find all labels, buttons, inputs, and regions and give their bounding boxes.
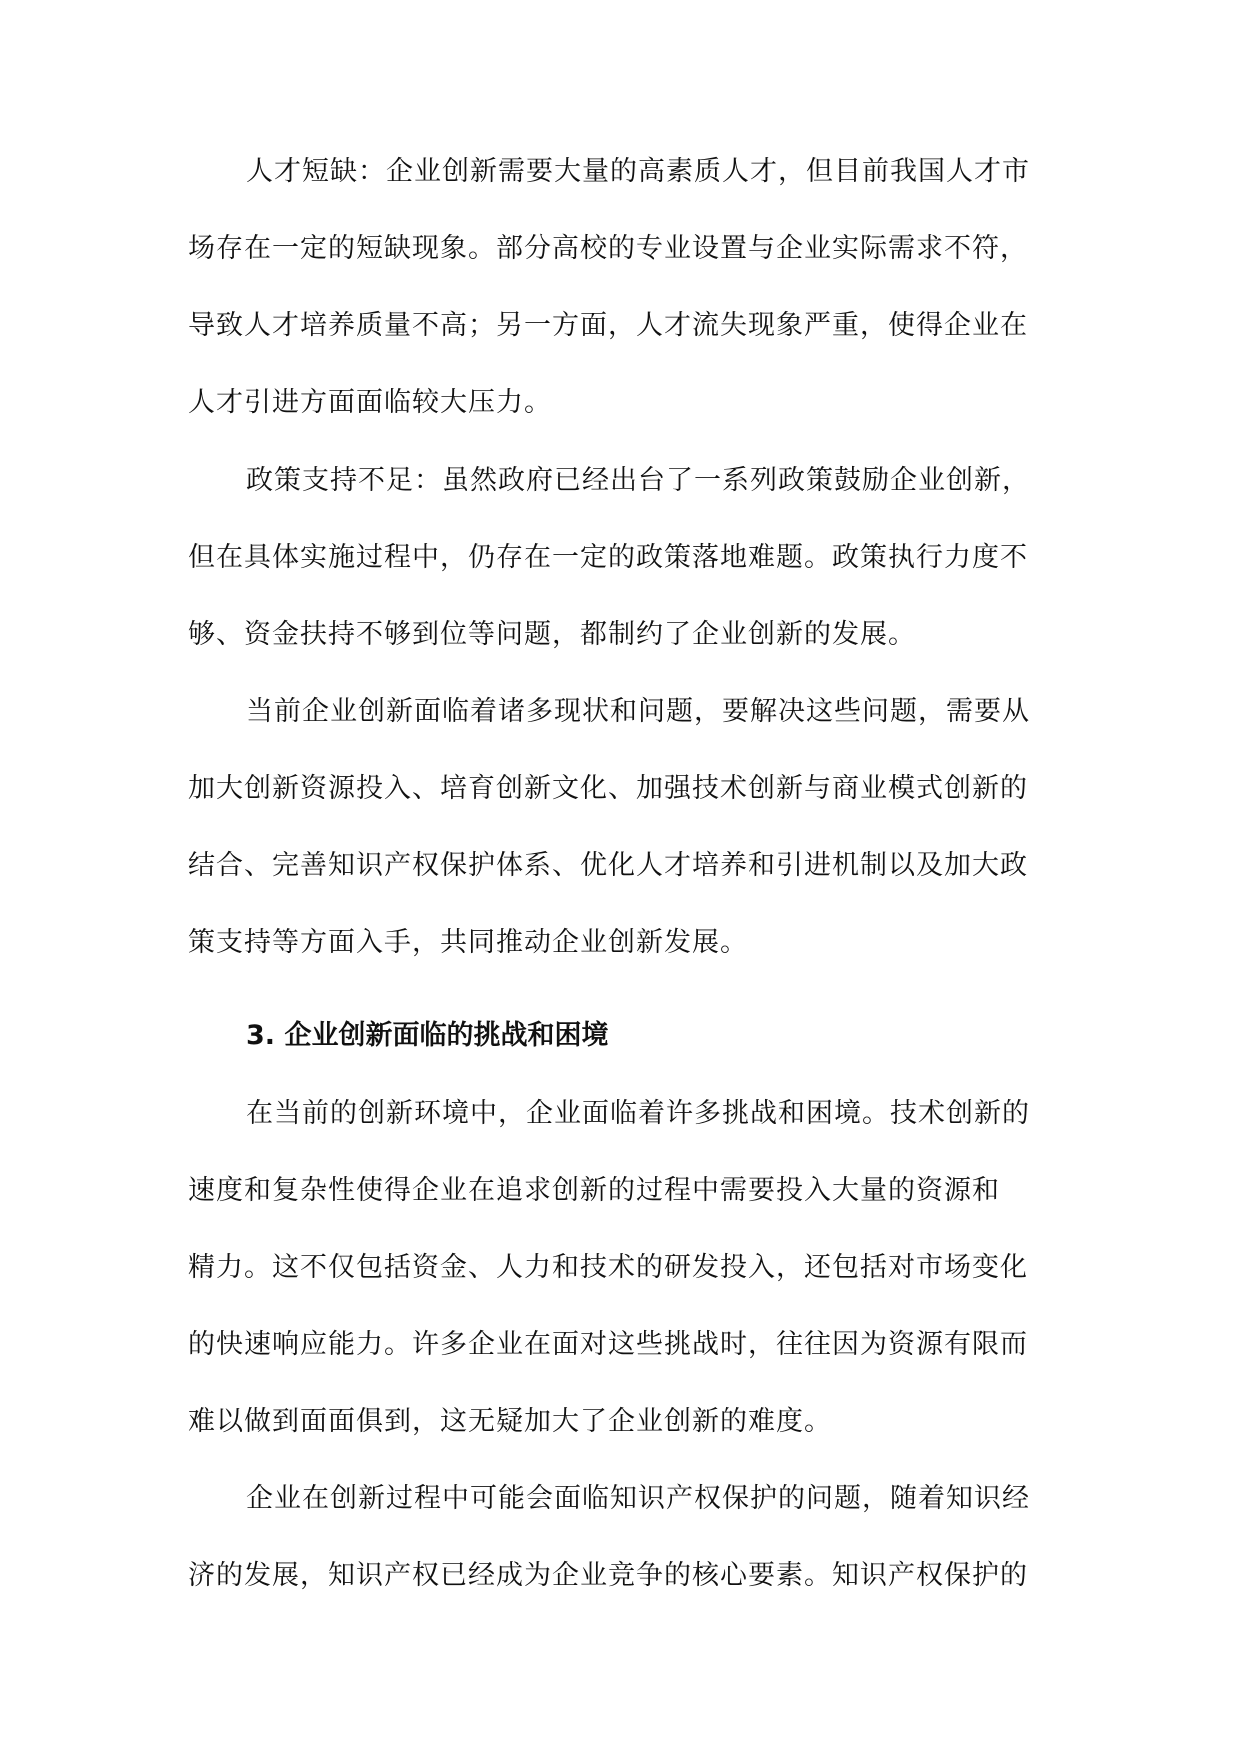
paragraph-policy-support-line-2: 但在具体实施过程中，仍存在一定的政策落地难题。政策执行力度不	[188, 542, 1028, 573]
paragraph-ip-line-2: 济的发展，知识产权已经成为企业竞争的核心要素。知识产权保护的	[188, 1560, 1028, 1591]
paragraph-talent-shortage-line-4: 人才引进方面面临较大压力。	[188, 387, 552, 418]
paragraph-policy-support-line-1: 政策支持不足：虽然政府已经出台了一系列政策鼓励企业创新，	[246, 465, 1030, 496]
paragraph-challenges-line-5: 难以做到面面俱到，这无疑加大了企业创新的难度。	[188, 1406, 832, 1437]
paragraph-talent-shortage-line-2: 场存在一定的短缺现象。部分高校的专业设置与企业实际需求不符，	[188, 233, 1028, 264]
paragraph-policy-support-line-3: 够、资金扶持不够到位等问题，都制约了企业创新的发展。	[188, 619, 916, 650]
paragraph-challenges-line-1: 在当前的创新环境中，企业面临着许多挑战和困境。技术创新的	[246, 1098, 1030, 1129]
paragraph-summary-line-1: 当前企业创新面临着诸多现状和问题，要解决这些问题，需要从	[246, 696, 1030, 727]
paragraph-challenges-line-2: 速度和复杂性使得企业在追求创新的过程中需要投入大量的资源和	[188, 1175, 1000, 1206]
paragraph-challenges-line-3: 精力。这不仅包括资金、人力和技术的研发投入，还包括对市场变化	[188, 1252, 1028, 1283]
paragraph-ip-line-1: 企业在创新过程中可能会面临知识产权保护的问题，随着知识经	[246, 1483, 1030, 1514]
paragraph-summary-line-4: 策支持等方面入手，共同推动企业创新发展。	[188, 927, 748, 958]
paragraph-summary-line-2: 加大创新资源投入、培育创新文化、加强技术创新与商业模式创新的	[188, 773, 1028, 804]
paragraph-talent-shortage-line-3: 导致人才培养质量不高；另一方面，人才流失现象严重，使得企业在	[188, 310, 1028, 341]
paragraph-summary-line-3: 结合、完善知识产权保护体系、优化人才培养和引进机制以及加大政	[188, 850, 1028, 881]
paragraph-talent-shortage-line-1: 人才短缺：企业创新需要大量的高素质人才，但目前我国人才市	[246, 156, 1030, 187]
section-heading: 3. 企业创新面临的挑战和困境	[246, 1020, 609, 1051]
paragraph-challenges-line-4: 的快速响应能力。许多企业在面对这些挑战时，往往因为资源有限而	[188, 1329, 1028, 1360]
